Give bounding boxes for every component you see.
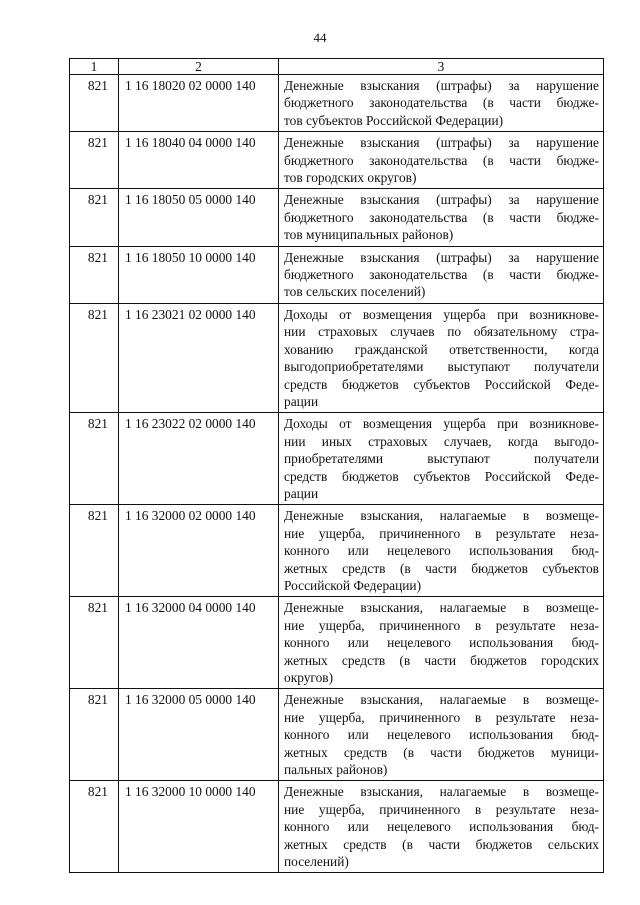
- description-line: Денежные взыскания, налагаемые в возмеще-: [284, 508, 599, 524]
- description-line: нии иных страховых случаев, когда выгодо-: [284, 433, 599, 449]
- column-header-2: 2: [119, 59, 279, 75]
- description-line: рации: [284, 393, 319, 409]
- revenue-description-cell: [279, 246, 604, 303]
- page-number: 44: [313, 30, 327, 45]
- description-line: тов субъектов Российской Федерации): [284, 112, 504, 128]
- description-line: бюджетного законодательства (в части бюдже-: [284, 267, 599, 283]
- table-row: [70, 781, 604, 873]
- description-line: Российской Федерации): [284, 577, 422, 593]
- description-line: ние ущерба, причиненного в результате неза-: [284, 617, 599, 633]
- description-line: бюджетного законодательства (в части бюдже-: [284, 95, 599, 111]
- revenue-description-cell: [279, 303, 604, 412]
- table-row: [70, 189, 604, 246]
- description-line: нии страховых случаев по обязательному стра-: [284, 324, 599, 340]
- table-row: [70, 132, 604, 189]
- description-line: жетных средств (в части бюджетов сельских: [284, 836, 599, 852]
- budget-code-cell: 1 16 32000 04 0000 140: [119, 597, 279, 689]
- description-line: Денежные взыскания (штрафы) за нарушение: [284, 135, 599, 151]
- description-line: поселений): [284, 854, 349, 870]
- column-header-1: 1: [70, 59, 119, 75]
- description-line: бюджетного законодательства (в части бюдже-: [284, 209, 599, 225]
- table-row: [70, 689, 604, 781]
- administrator-code-cell: 821: [70, 246, 119, 303]
- administrator-code-cell: 821: [70, 413, 119, 505]
- description-line: Доходы от возмещения ущерба при возникнове-: [284, 306, 599, 322]
- table-row: [70, 597, 604, 689]
- description-line: конного или нецелевого использования бюд-: [284, 819, 599, 835]
- budget-code-cell: 1 16 18040 04 0000 140: [119, 132, 279, 189]
- administrator-code-cell: 821: [70, 597, 119, 689]
- table-header-row: [70, 59, 604, 75]
- budget-code-cell: 1 16 23022 02 0000 140: [119, 413, 279, 505]
- table-body: [70, 75, 604, 873]
- column-header-3: 3: [279, 59, 604, 75]
- table-row: [70, 246, 604, 303]
- description-line: округов): [284, 670, 334, 685]
- administrator-code-cell: 821: [70, 75, 119, 132]
- description-line: Денежные взыскания, налагаемые в возмеще-: [284, 600, 599, 616]
- administrator-code-cell: 821: [70, 189, 119, 246]
- description-line: Денежные взыскания (штрафы) за нарушение: [284, 78, 599, 93]
- budget-code-cell: 1 16 32000 10 0000 140: [119, 781, 279, 873]
- budget-code-cell: 1 16 18050 10 0000 140: [119, 246, 279, 303]
- budget-code-cell: 1 16 32000 02 0000 140: [119, 505, 279, 597]
- description-line: конного или нецелевого использования бюд-: [284, 635, 599, 651]
- description-line: средств бюджетов субъектов Российской Феде-: [284, 376, 599, 392]
- administrator-code-cell: 821: [70, 689, 119, 781]
- description-line: Денежные взыскания, налагаемые в возмеще-: [284, 692, 599, 708]
- revenue-description-cell: [279, 189, 604, 246]
- description-line: тов сельских поселений): [284, 284, 426, 300]
- description-line: Доходы от возмещения ущерба при возникнове-: [284, 416, 599, 432]
- description-line: выгодоприобретателями выступают получатели: [284, 359, 599, 375]
- revenue-description-cell: [279, 597, 604, 689]
- administrator-code-cell: 821: [70, 132, 119, 189]
- description-line: пальных районов): [284, 762, 388, 778]
- description-line: Денежные взыскания, налагаемые в возмеще-: [284, 784, 599, 800]
- description-line: Денежные взыскания (штрафы) за нарушение: [284, 249, 599, 265]
- budget-code-cell: 1 16 18020 02 0000 140: [119, 75, 279, 132]
- revenue-description-cell: [279, 689, 604, 781]
- budget-code-cell: 1 16 32000 05 0000 140: [119, 689, 279, 781]
- revenue-description-cell: [279, 505, 604, 597]
- table-row: [70, 413, 604, 505]
- administrator-code-cell: 821: [70, 505, 119, 597]
- description-line: ние ущерба, причиненного в результате неза-: [284, 525, 599, 541]
- table-row: [70, 75, 604, 132]
- budget-code-cell: 1 16 18050 05 0000 140: [119, 189, 279, 246]
- description-line: жетных средств (в части бюджетов субъектов: [284, 560, 599, 576]
- revenue-description-cell: [279, 132, 604, 189]
- revenue-description-cell: [279, 75, 604, 132]
- description-line: бюджетного законодательства (в части бюдже-: [284, 152, 599, 168]
- administrator-code-cell: 821: [70, 781, 119, 873]
- administrator-code-cell: 821: [70, 303, 119, 412]
- description-line: ние ущерба, причиненного в результате неза-: [284, 709, 599, 725]
- description-line: тов муниципальных районов): [284, 227, 454, 243]
- description-line: тов городских округов): [284, 170, 417, 186]
- description-line: хованию гражданской ответственности, когда: [284, 341, 599, 357]
- description-line: жетных средств (в части бюджетов муници-: [284, 744, 599, 760]
- revenue-description-cell: [279, 413, 604, 505]
- description-line: средств бюджетов субъектов Российской Феде-: [284, 468, 599, 484]
- description-line: конного или нецелевого использования бюд-: [284, 727, 599, 743]
- table-row: [70, 303, 604, 412]
- description-line: ние ущерба, причиненного в результате неза-: [284, 801, 599, 817]
- description-line: Денежные взыскания (штрафы) за нарушение: [284, 192, 599, 208]
- budget-code-cell: 1 16 23021 02 0000 140: [119, 303, 279, 412]
- description-line: конного или нецелевого использования бюд-: [284, 543, 599, 559]
- table-row: [70, 505, 604, 597]
- revenue-description-cell: [279, 781, 604, 873]
- description-line: жетных средств (в части бюджетов городских: [284, 652, 599, 668]
- description-line: рации: [284, 485, 319, 501]
- description-line: приобретателями выступают получатели: [284, 451, 599, 467]
- budget-classification-table: [69, 58, 604, 873]
